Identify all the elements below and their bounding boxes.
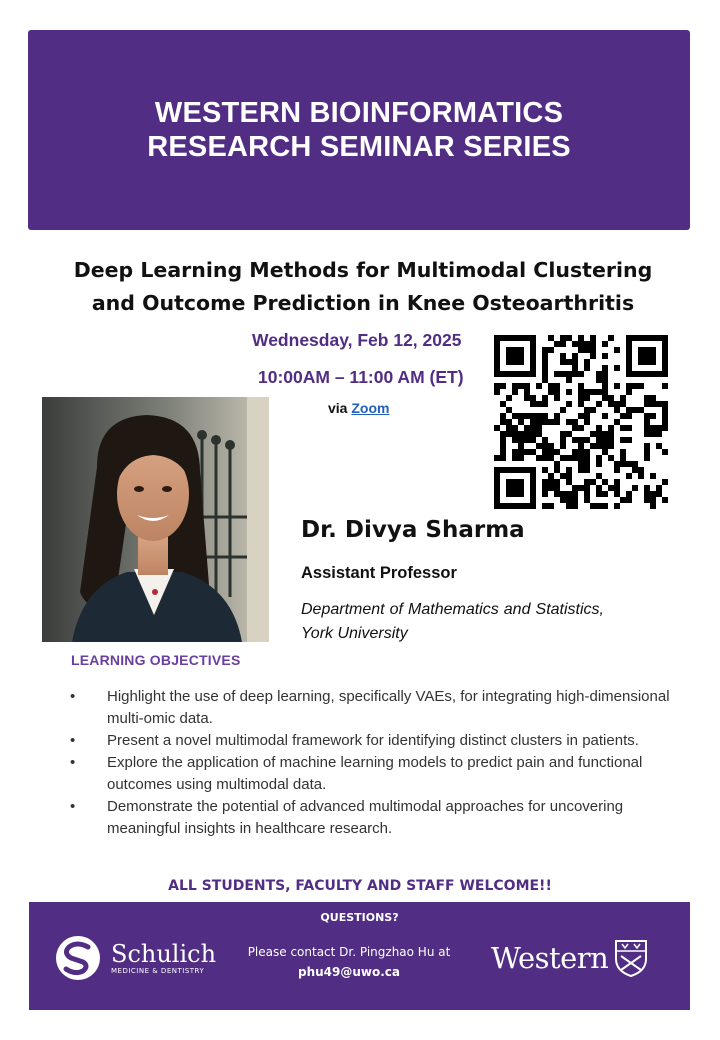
seminar-banner bbox=[28, 30, 690, 230]
objective-text: Present a novel multimodal framework for identifying distinct clusters in patients. bbox=[107, 732, 639, 749]
banner-title-line1: WESTERN BIOINFORMATICS bbox=[154, 97, 564, 129]
speaker-photo bbox=[42, 397, 269, 642]
footer-banner bbox=[29, 902, 690, 1010]
via-zoom bbox=[328, 400, 389, 416]
talk-title bbox=[40, 254, 686, 320]
list-item bbox=[70, 730, 670, 752]
objective-text: Explore the application of machine learning models to predict pain and functional outcomes using multimodal data. bbox=[107, 754, 643, 793]
list-item bbox=[70, 752, 670, 796]
contact-email[interactable]: phu49@uwo.ca bbox=[297, 965, 401, 979]
objectives-list bbox=[70, 686, 670, 840]
contact-line: Please contact Dr. Pingzhao Hu at bbox=[247, 945, 451, 959]
schulich-logo-icon bbox=[55, 935, 103, 981]
objective-text: Highlight the use of deep learning, specifically VAEs, for integrating high-dimensional multi-omic data. bbox=[107, 688, 670, 727]
schulich-name: Schulich bbox=[111, 940, 217, 968]
zoom-link[interactable]: Zoom bbox=[351, 400, 390, 416]
objectives-heading: LEARNING OBJECTIVES bbox=[71, 652, 241, 668]
bullet: • bbox=[70, 732, 76, 749]
list-item bbox=[70, 686, 670, 730]
western-name: Western bbox=[491, 941, 609, 975]
qr-code-icon[interactable] bbox=[494, 335, 668, 509]
via-label: via bbox=[328, 400, 348, 416]
event-time: 10:00AM – 11:00 AM (ET) bbox=[258, 367, 464, 387]
schulich-subtitle: MEDICINE & DENTISTRY bbox=[111, 967, 205, 975]
questions-label: QUESTIONS? bbox=[320, 911, 399, 924]
banner-title-line2: RESEARCH SEMINAR SERIES bbox=[147, 131, 571, 163]
list-item bbox=[70, 796, 670, 840]
contact-info bbox=[229, 942, 469, 982]
welcome-message: ALL STUDENTS, FACULTY AND STAFF WELCOME!! bbox=[168, 878, 552, 894]
speaker-role: Assistant Professor bbox=[301, 564, 457, 582]
talk-title-line1: Deep Learning Methods for Multimodal Clustering bbox=[73, 258, 653, 282]
bullet: • bbox=[70, 688, 76, 705]
speaker-department: Department of Mathematics and Statistics, York University bbox=[301, 601, 604, 642]
western-crest-icon bbox=[614, 939, 648, 977]
event-date: Wednesday, Feb 12, 2025 bbox=[252, 330, 462, 350]
talk-title-line2: and Outcome Prediction in Knee Osteoarthritis bbox=[91, 291, 635, 315]
speaker-name: Dr. Divya Sharma bbox=[301, 517, 525, 543]
bullet: • bbox=[70, 754, 76, 771]
bullet: • bbox=[70, 798, 76, 815]
western-logo bbox=[491, 939, 648, 977]
objective-text: Demonstrate the potential of advanced multimodal approaches for uncovering meaningful insights in healthcare research. bbox=[107, 798, 624, 837]
schulich-logo bbox=[55, 936, 216, 980]
